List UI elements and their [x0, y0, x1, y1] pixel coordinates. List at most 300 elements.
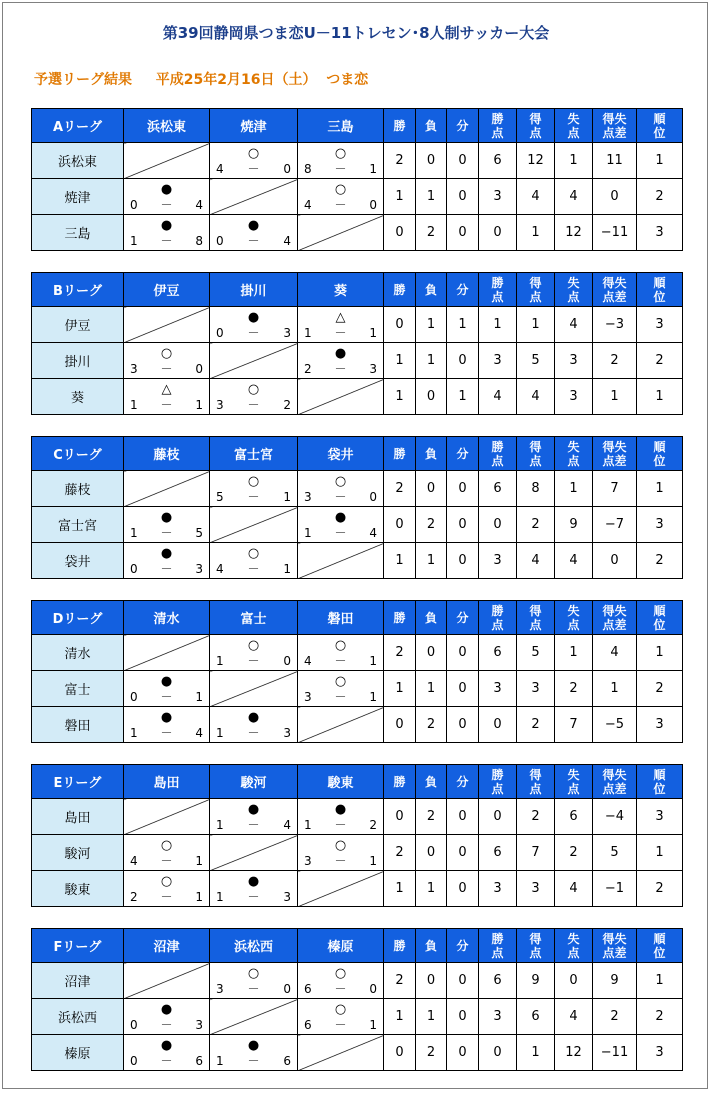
row-team: 焼津	[32, 179, 124, 215]
match-score	[210, 1055, 297, 1068]
score-separator: －	[247, 726, 260, 740]
self-match-cell	[210, 671, 298, 707]
match-score	[298, 327, 383, 340]
goals-for: 0	[130, 198, 138, 212]
goals-for: 6	[304, 1018, 312, 1032]
score-separator: －	[247, 490, 260, 504]
score-separator: －	[247, 654, 260, 668]
result-mark-icon: ●	[160, 510, 173, 525]
stat-header: 失 点	[555, 109, 593, 143]
league-header-row	[32, 765, 683, 799]
table-row	[32, 343, 683, 379]
header-team: 伊豆	[124, 273, 210, 307]
goals-against: 2	[369, 818, 377, 832]
header-team: 駿河	[210, 765, 298, 799]
stat-value: 3	[637, 307, 683, 343]
row-team: 浜松西	[32, 999, 124, 1035]
stat-value: 8	[517, 471, 555, 507]
table-row	[32, 471, 683, 507]
stat-header: 得 点	[517, 109, 555, 143]
stat-value: 0	[555, 963, 593, 999]
goals-against: 1	[369, 654, 377, 668]
stat-value: 1	[416, 671, 447, 707]
header-team: 藤枝	[124, 437, 210, 471]
self-match-cell	[298, 707, 384, 743]
goals-for: 4	[130, 854, 138, 868]
table-row	[32, 835, 683, 871]
goals-against: 4	[369, 526, 377, 540]
match-result	[210, 1035, 298, 1071]
match-score	[124, 199, 209, 212]
stat-header: 得失 点差	[593, 765, 637, 799]
match-score	[124, 691, 209, 704]
stat-value: 4	[517, 179, 555, 215]
match-score	[210, 891, 297, 904]
match-score	[298, 527, 383, 540]
stat-value: 0	[479, 215, 517, 251]
score-separator: －	[334, 854, 347, 868]
goals-for: 4	[304, 198, 312, 212]
stat-value: 0	[593, 543, 637, 579]
stat-value: 0	[447, 999, 479, 1035]
goals-against: 3	[283, 326, 291, 340]
goals-against: 1	[195, 690, 203, 704]
stat-value: 2	[416, 707, 447, 743]
stat-value: 1	[384, 179, 416, 215]
league-header-row	[32, 109, 683, 143]
score-separator: －	[334, 326, 347, 340]
goals-against: 3	[283, 890, 291, 904]
stat-value: 2	[416, 215, 447, 251]
stat-value: 0	[447, 507, 479, 543]
stat-header: 勝 点	[479, 109, 517, 143]
league-table	[31, 436, 683, 579]
stat-value: 5	[517, 635, 555, 671]
goals-for: 3	[304, 854, 312, 868]
match-result	[298, 635, 384, 671]
goals-against: 1	[283, 490, 291, 504]
goals-against: 1	[369, 690, 377, 704]
goals-for: 0	[130, 1018, 138, 1032]
score-separator: －	[334, 1018, 347, 1032]
goals-for: 1	[130, 526, 138, 540]
score-separator: －	[160, 234, 173, 248]
score-separator: －	[334, 490, 347, 504]
result-mark-icon: ○	[160, 874, 173, 889]
goals-for: 4	[216, 562, 224, 576]
result-mark-icon: ○	[334, 966, 347, 981]
stat-value: 2	[637, 871, 683, 907]
goals-against: 4	[283, 818, 291, 832]
stat-value: 5	[517, 343, 555, 379]
stat-value: 6	[517, 999, 555, 1035]
match-result	[210, 143, 298, 179]
goals-for: 4	[304, 654, 312, 668]
result-mark-icon: ○	[334, 1002, 347, 1017]
stat-header: 分	[447, 601, 479, 635]
goals-against: 4	[195, 198, 203, 212]
match-score	[124, 1019, 209, 1032]
goals-for: 3	[304, 690, 312, 704]
stat-value: 2	[384, 471, 416, 507]
row-team: 磐田	[32, 707, 124, 743]
header-team: 浜松東	[124, 109, 210, 143]
score-separator: －	[160, 726, 173, 740]
header-team: 磐田	[298, 601, 384, 635]
stat-value: 0	[447, 143, 479, 179]
match-result	[210, 635, 298, 671]
score-separator: －	[247, 1054, 260, 1068]
goals-for: 2	[130, 890, 138, 904]
table-row	[32, 963, 683, 999]
match-score	[210, 235, 297, 248]
stat-value: 9	[555, 507, 593, 543]
stat-value: 1	[637, 835, 683, 871]
league-name: Aリーグ	[32, 109, 124, 143]
match-result	[124, 343, 210, 379]
stat-value: 4	[555, 307, 593, 343]
goals-against: 3	[195, 562, 203, 576]
stat-value: 0	[447, 707, 479, 743]
stat-value: 3	[555, 343, 593, 379]
league-name: Dリーグ	[32, 601, 124, 635]
goals-against: 1	[369, 1018, 377, 1032]
goals-for: 1	[130, 234, 138, 248]
stat-header: 得失 点差	[593, 929, 637, 963]
stat-value: 1	[593, 379, 637, 415]
match-score	[124, 891, 209, 904]
header-team: 浜松西	[210, 929, 298, 963]
match-score	[298, 163, 383, 176]
match-result	[210, 307, 298, 343]
header-team: 葵	[298, 273, 384, 307]
match-score	[124, 399, 209, 412]
stat-value: 1	[637, 471, 683, 507]
stat-value: 0	[416, 143, 447, 179]
stat-value: 2	[637, 543, 683, 579]
match-score	[210, 655, 297, 668]
stat-header: 負	[416, 273, 447, 307]
self-match-cell	[298, 871, 384, 907]
row-team: 清水	[32, 635, 124, 671]
row-team: 葵	[32, 379, 124, 415]
goals-against: 1	[195, 890, 203, 904]
goals-for: 3	[304, 490, 312, 504]
stat-value: 12	[555, 1035, 593, 1071]
goals-against: 0	[369, 490, 377, 504]
stat-value: 0	[447, 799, 479, 835]
stat-value: 0	[479, 707, 517, 743]
match-result	[124, 999, 210, 1035]
goals-against: 6	[195, 1054, 203, 1068]
stat-value: 1	[479, 307, 517, 343]
match-score	[124, 1055, 209, 1068]
goals-for: 3	[216, 982, 224, 996]
league-header-row	[32, 437, 683, 471]
match-score	[210, 399, 297, 412]
score-separator: －	[160, 1018, 173, 1032]
result-mark-icon: ○	[247, 966, 260, 981]
stat-value: 1	[517, 215, 555, 251]
goals-for: 6	[304, 982, 312, 996]
header-team: 駿東	[298, 765, 384, 799]
stat-value: 2	[555, 671, 593, 707]
score-separator: －	[247, 162, 260, 176]
stat-value: −7	[593, 507, 637, 543]
stat-value: 2	[416, 507, 447, 543]
stat-value: 0	[447, 671, 479, 707]
match-result	[298, 143, 384, 179]
stat-header: 勝 点	[479, 273, 517, 307]
stat-value: 2	[384, 835, 416, 871]
goals-for: 2	[304, 362, 312, 376]
stat-value: 0	[447, 963, 479, 999]
match-result	[124, 871, 210, 907]
table-row	[32, 1035, 683, 1071]
stat-value: 1	[384, 671, 416, 707]
stat-header: 分	[447, 437, 479, 471]
stat-header: 勝 点	[479, 765, 517, 799]
goals-for: 1	[216, 818, 224, 832]
self-match-cell	[210, 835, 298, 871]
stat-header: 勝	[384, 929, 416, 963]
result-mark-icon: ○	[334, 182, 347, 197]
stat-header: 負	[416, 929, 447, 963]
score-separator: －	[247, 562, 260, 576]
result-mark-icon: ●	[160, 1002, 173, 1017]
score-separator: －	[160, 690, 173, 704]
result-mark-icon: ●	[247, 218, 260, 233]
match-result	[124, 1035, 210, 1071]
stat-value: 0	[447, 635, 479, 671]
result-mark-icon: ●	[334, 346, 347, 361]
self-match-cell	[210, 179, 298, 215]
stat-value: 4	[555, 871, 593, 907]
goals-against: 0	[283, 982, 291, 996]
goals-against: 3	[283, 726, 291, 740]
result-mark-icon: ●	[247, 310, 260, 325]
stat-value: 7	[517, 835, 555, 871]
stat-value: 1	[637, 635, 683, 671]
result-mark-icon: ●	[160, 218, 173, 233]
goals-for: 1	[216, 726, 224, 740]
stat-value: 1	[416, 871, 447, 907]
stat-header: 勝	[384, 273, 416, 307]
match-result	[298, 179, 384, 215]
match-score	[298, 491, 383, 504]
match-result	[124, 507, 210, 543]
stat-value: 2	[555, 835, 593, 871]
stat-value: 3	[479, 871, 517, 907]
result-mark-icon: ○	[247, 546, 260, 561]
stat-value: 3	[517, 671, 555, 707]
league-header-row	[32, 273, 683, 307]
goals-against: 3	[369, 362, 377, 376]
stat-value: 3	[479, 999, 517, 1035]
stat-header: 勝	[384, 765, 416, 799]
stat-value: −5	[593, 707, 637, 743]
result-mark-icon: ●	[160, 710, 173, 725]
match-score	[124, 563, 209, 576]
goals-for: 1	[304, 326, 312, 340]
match-score	[210, 327, 297, 340]
stat-value: 3	[479, 671, 517, 707]
league-name: Fリーグ	[32, 929, 124, 963]
match-score	[210, 819, 297, 832]
row-team: 駿河	[32, 835, 124, 871]
stat-header: 分	[447, 765, 479, 799]
stat-header: 得 点	[517, 929, 555, 963]
result-mark-icon: ○	[334, 838, 347, 853]
match-score	[124, 363, 209, 376]
stat-header: 失 点	[555, 929, 593, 963]
score-separator: －	[160, 854, 173, 868]
match-result	[298, 671, 384, 707]
stat-value: 7	[593, 471, 637, 507]
score-separator: －	[160, 362, 173, 376]
stat-header: 順 位	[637, 929, 683, 963]
league-header-row	[32, 929, 683, 963]
row-team: 浜松東	[32, 143, 124, 179]
stat-header: 勝 点	[479, 929, 517, 963]
stat-value: 1	[593, 671, 637, 707]
stat-value: 0	[479, 799, 517, 835]
match-result	[124, 835, 210, 871]
match-result	[298, 343, 384, 379]
stat-header: 負	[416, 601, 447, 635]
match-result	[298, 963, 384, 999]
score-separator: －	[247, 398, 260, 412]
stat-value: 3	[479, 179, 517, 215]
row-team: 袋井	[32, 543, 124, 579]
stat-value: 4	[593, 635, 637, 671]
header-team: 島田	[124, 765, 210, 799]
result-mark-icon: ○	[247, 638, 260, 653]
score-separator: －	[160, 562, 173, 576]
stat-value: 1	[384, 999, 416, 1035]
stat-header: 得失 点差	[593, 109, 637, 143]
goals-for: 1	[216, 1054, 224, 1068]
goals-against: 1	[283, 562, 291, 576]
stat-value: 1	[637, 379, 683, 415]
header-team: 掛川	[210, 273, 298, 307]
goals-against: 0	[369, 198, 377, 212]
league-name: Cリーグ	[32, 437, 124, 471]
stat-value: 2	[593, 999, 637, 1035]
table-row	[32, 871, 683, 907]
match-result	[298, 307, 384, 343]
result-mark-icon: ●	[334, 510, 347, 525]
stat-value: 0	[479, 507, 517, 543]
goals-against: 3	[195, 1018, 203, 1032]
row-team: 富士	[32, 671, 124, 707]
stat-value: 1	[555, 143, 593, 179]
stat-value: 1	[555, 471, 593, 507]
stat-header: 失 点	[555, 765, 593, 799]
stat-value: 2	[517, 799, 555, 835]
stat-value: −4	[593, 799, 637, 835]
goals-for: 8	[304, 162, 312, 176]
self-match-cell	[210, 507, 298, 543]
stat-header: 順 位	[637, 601, 683, 635]
league-table	[31, 928, 683, 1071]
match-result	[124, 215, 210, 251]
stat-value: 0	[593, 179, 637, 215]
table-row	[32, 179, 683, 215]
stat-value: 7	[555, 707, 593, 743]
stat-header: 得失 点差	[593, 437, 637, 471]
match-score	[298, 655, 383, 668]
goals-against: 1	[369, 326, 377, 340]
goals-for: 0	[216, 326, 224, 340]
score-separator: －	[334, 654, 347, 668]
stat-value: 4	[555, 179, 593, 215]
match-result	[298, 471, 384, 507]
result-mark-icon: ○	[247, 382, 260, 397]
score-separator: －	[334, 818, 347, 832]
stat-value: 0	[447, 471, 479, 507]
stat-value: 3	[637, 215, 683, 251]
stat-value: 0	[384, 215, 416, 251]
stat-value: 3	[637, 707, 683, 743]
goals-for: 5	[216, 490, 224, 504]
stat-value: 4	[517, 543, 555, 579]
self-match-cell	[298, 215, 384, 251]
row-team: 駿東	[32, 871, 124, 907]
stat-value: 6	[479, 471, 517, 507]
match-score	[210, 163, 297, 176]
table-row	[32, 507, 683, 543]
stat-value: −3	[593, 307, 637, 343]
result-mark-icon: ○	[334, 674, 347, 689]
result-mark-icon: ○	[160, 838, 173, 853]
result-mark-icon: ○	[160, 346, 173, 361]
header-team: 焼津	[210, 109, 298, 143]
stat-value: 0	[447, 215, 479, 251]
stat-value: 2	[416, 799, 447, 835]
match-result	[210, 379, 298, 415]
result-mark-icon: ●	[160, 546, 173, 561]
header-team: 榛原	[298, 929, 384, 963]
stat-value: 2	[384, 635, 416, 671]
stat-header: 失 点	[555, 601, 593, 635]
match-score	[124, 727, 209, 740]
stat-header: 勝 点	[479, 437, 517, 471]
header-team: 富士宮	[210, 437, 298, 471]
goals-against: 4	[195, 726, 203, 740]
stat-value: 1	[416, 179, 447, 215]
self-match-cell	[124, 307, 210, 343]
goals-for: 4	[216, 162, 224, 176]
score-separator: －	[247, 982, 260, 996]
header-team: 袋井	[298, 437, 384, 471]
table-row	[32, 635, 683, 671]
stat-value: −11	[593, 215, 637, 251]
stat-header: 分	[447, 273, 479, 307]
stat-value: 0	[416, 379, 447, 415]
stat-header: 順 位	[637, 437, 683, 471]
stat-value: 0	[447, 871, 479, 907]
stat-value: 4	[555, 999, 593, 1035]
stat-header: 順 位	[637, 109, 683, 143]
stat-value: 4	[555, 543, 593, 579]
header-team: 富士	[210, 601, 298, 635]
stat-value: 2	[384, 143, 416, 179]
match-result	[124, 707, 210, 743]
match-result	[210, 707, 298, 743]
match-score	[124, 527, 209, 540]
stat-value: 6	[555, 799, 593, 835]
